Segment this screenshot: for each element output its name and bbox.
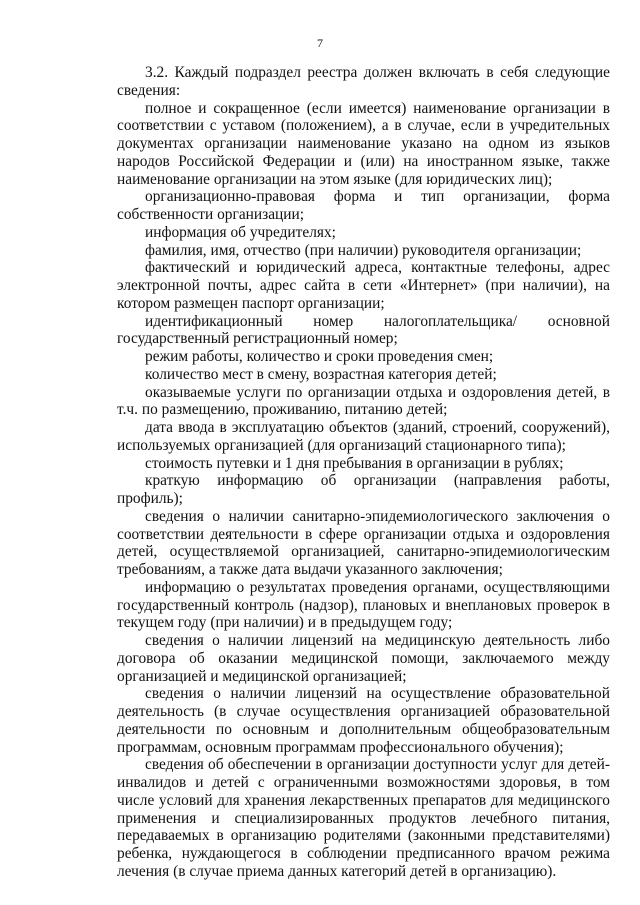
paragraph-legal-form: организационно-правовая форма и тип организации, форма собственности организации; bbox=[117, 188, 610, 223]
paragraph-addresses: фактический и юридический адреса, контактные телефоны, адрес электронной почты, адрес сайта в сети «Интернет» (при наличии), на котором размещен паспорт организации; bbox=[117, 259, 610, 312]
paragraph-services: оказываемые услуги по организации отдыха и оздоровления детей, в т.ч. по размещению, проживанию, питанию детей; bbox=[117, 383, 610, 419]
paragraph-brief-info: краткую информацию об организации (направления работы, профиль); bbox=[117, 472, 610, 507]
paragraph-full-name: полное и сокращенное (если имеется) наименование организации в соответствии с уставом (положением), а в случае, если в учредительных документах организации наименование указано на одном из языков народов Российской Федерации и (или) на иностранном языке, также наименование организации на этом языке (для юридических лиц); bbox=[117, 99, 610, 188]
paragraph-schedule: режим работы, количество и сроки проведения смен; bbox=[145, 348, 494, 365]
paragraph-inn-ogrn: идентификационный номер налогоплательщика/ основной государственный регистрационный номер; bbox=[117, 312, 610, 348]
document-body bbox=[117, 64, 610, 881]
paragraph-3-2-intro: 3.2. Каждый подраздел реестра должен включать в себя следующие сведения: bbox=[117, 64, 610, 99]
paragraph-director: фамилия, имя, отчество (при наличии) руководителя организации; bbox=[145, 241, 582, 259]
paragraph-accessibility: сведения об обеспечении в организации доступности услуг для детей-инвалидов и детей с ограниченными возможностями здоровья, в том числе условий для хранения лекарственных препаратов для медицинского применения и специализированных продуктов лечебного питания, передаваемых в организацию родителями (законными представителями) ребенка, нуждающегося в соблюдении предписанного врачом режима лечения (в случае приема данных категорий детей в организацию). bbox=[117, 756, 610, 880]
paragraph-sanitary: сведения о наличии санитарно-эпидемиологического заключения о соответствии деятельности в сфере организации отдыха и оздоровления детей, осуществляемой организацией, санитарно-эпидемиологическим требованиям, а также дата выдачи указанного заключения; bbox=[117, 507, 610, 578]
page-number: 7 bbox=[317, 36, 323, 50]
paragraph-education-license: сведения о наличии лицензий на осуществление образовательной деятельность (в случае осуществления организацией образовательной деятельности по основным и дополнительным общеобразовательным программам, основным программам профессионального обучения); bbox=[117, 685, 610, 756]
paragraph-inspections: информацию о результатах проведения органами, осуществляющими государственный контроль (надзор), плановых и внеплановых проверок в текущем году (при наличии) и в предыдущем году; bbox=[117, 578, 610, 632]
paragraph-founders: информация об учредителях; bbox=[145, 223, 336, 241]
paragraph-cost: стоимость путевки и 1 дня пребывания в организации в рублях; bbox=[145, 454, 564, 472]
paragraph-commissioning: дата ввода в эксплуатацию объектов (зданий, строений, сооружений), используемых организацией (для организаций стационарного типа); bbox=[117, 419, 610, 454]
paragraph-capacity: количество мест в смену, возрастная категория детей; bbox=[145, 365, 497, 383]
paragraph-medical-license: сведения о наличии лицензий на медицинскую деятельность либо договора об оказании медицинской помощи, заключаемого между организацией и медицинской организацией; bbox=[117, 632, 610, 685]
